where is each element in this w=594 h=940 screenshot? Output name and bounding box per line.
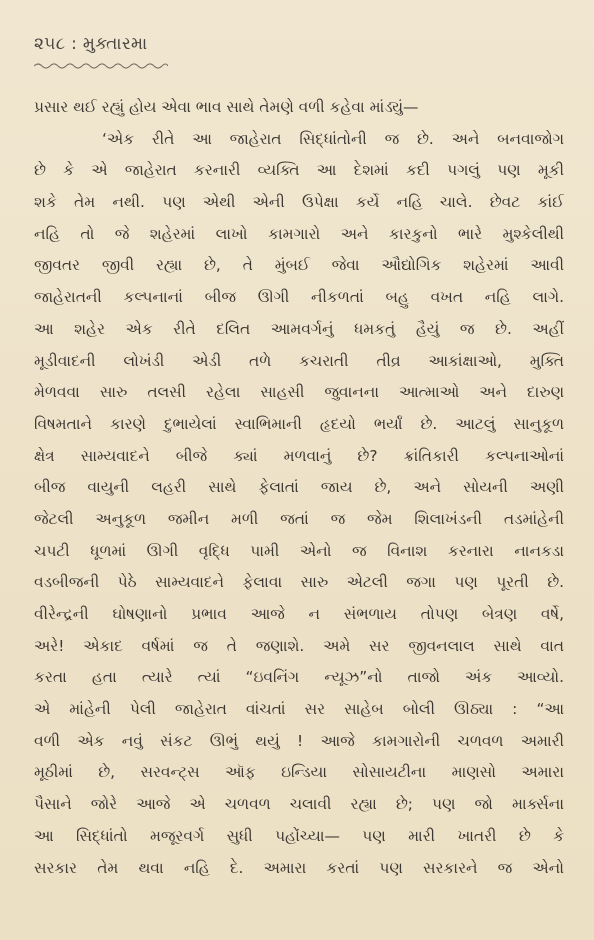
text-line: મેળવવા સારુ તલસી રહેલા સાહસી જુવાનના આત્માઓ અને દારુણ [34, 383, 564, 402]
text-line: બીજ વાયુની લહરી સાથે ફેલાતાં જાય છે, અને સોયની અણી [34, 478, 564, 497]
text-line: જેટલી અનુકૂળ જમીન મળી જતાં જ જેમ શિલાખંડની તડમાંહેની [34, 509, 564, 528]
text-line: નહિ તો જે શહેરમાં લાખો કામગારો અને કારકુનો ભારે મુશ્કેલીથી [34, 224, 564, 243]
text-line: અરે! એકાદ વર્ષમાં જ તે જણાશે. અમે સર જીવનલાલ સાથે વાત [34, 636, 564, 655]
text-line: ચપટી ધૂળમાં ઊગી વૃદ્ધિ પામી એનો જ વિનાશ કરનારા નાનકડા [34, 541, 564, 560]
text-line: જાહેરાતની કલ્પનાનાં બીજ ઊગી નીકળતાં બહુ વખત નહિ લાગે. [34, 288, 564, 307]
text-line: વડબીજની પેઠે સામ્યવાદને ફેલાવા સારુ એટલી જગા પણ પૂરતી છે. [34, 573, 564, 592]
text-line: પૈસાને જોરે આજે એ ચળવળ ચલાવી રહ્યા છે; પણ જો માર્ક્સના [34, 795, 564, 814]
text-line: વીરેન્દ્રની ઘોષણાનો પ્રભાવ આજે ન સંભળાય તોપણ બેત્રણ વર્ષે, [34, 605, 564, 623]
text-line: જીવતર જીવી રહ્યા છે, તે મુંબઈ જેવા ઔદ્યોગિક શહેરમાં આવી [34, 256, 564, 275]
text-line: વળી એક નવું સંકટ ઊભું થયું ! આજે કામગારોની ચળવળ અમારી [34, 731, 564, 750]
text-line: મૂઠીમાં છે, સરવન્ટ્સ ઑફ ઇન્ડિયા સોસાયટીના માણસો અમારા [34, 763, 564, 782]
text-line: ‘એક રીતે આ જાહેરાત સિદ્ધાંતોની જ છે. અને બનવાજોગ [102, 129, 564, 148]
text-line: ક્ષેત્ર સામ્યવાદને બીજે ક્યાં મળવાનું છે? ક્રાંતિકારી કલ્પનાઓનાં [34, 446, 564, 465]
text-line: એ માંહેની પેલી જાહેરાત વાંચતાં સર સાહેબ બોલી ઊઠ્યા : “આ [34, 700, 564, 719]
text-line: પ્રસાર થઈ રહ્યું હોય એવા ભાવ સાથે તેમણે વળી કહેવા માંડ્યું— [34, 98, 419, 116]
wavy-rule [34, 62, 168, 70]
text-line: વિષમતાને કારણે દુભાયેલાં સ્વાભિમાની હૃદયો ભર્યાં છે. આટલું સાનુકૂળ [34, 414, 564, 433]
text-line: સરકાર તેમ થવા નહિ દે. અમારા કરતાં પણ સરકારને જ એનો [34, 858, 564, 877]
text-line: આ શહેર એક રીતે દલિત આમવર્ગનું ધમકતું હૈયું જ છે. અહીં [34, 319, 564, 338]
running-head: ૨૫૮ : મુક્તારમા [34, 34, 148, 54]
text-line: કરતા હતા ત્યારે ત્યાં “ઇવનિંગ ન્યૂઝ”નો તાજો અંક આવ્યો. [34, 668, 564, 687]
body-text [34, 92, 564, 884]
text-line: છે કે એ જાહેરાત કરનારી વ્યક્તિ આ દેશમાં કદી પગલું પણ મૂકી [34, 161, 564, 180]
text-line: શકે તેમ નથી. પણ એથી એની ઉપેક્ષા કર્યે નહિ ચાલે. છેવટ કાંઈ [34, 193, 564, 212]
text-line: મૂડીવાદની લોખંડી એડી તળે કચરાતી તીવ્ર આકાંક્ષાઓ, મુક્તિ [34, 351, 564, 370]
text-line: આ સિદ્ધાંતો મજૂરવર્ગ સુધી પહોંચ્યા— પણ મારી ખાતરી છે કે [34, 826, 564, 845]
